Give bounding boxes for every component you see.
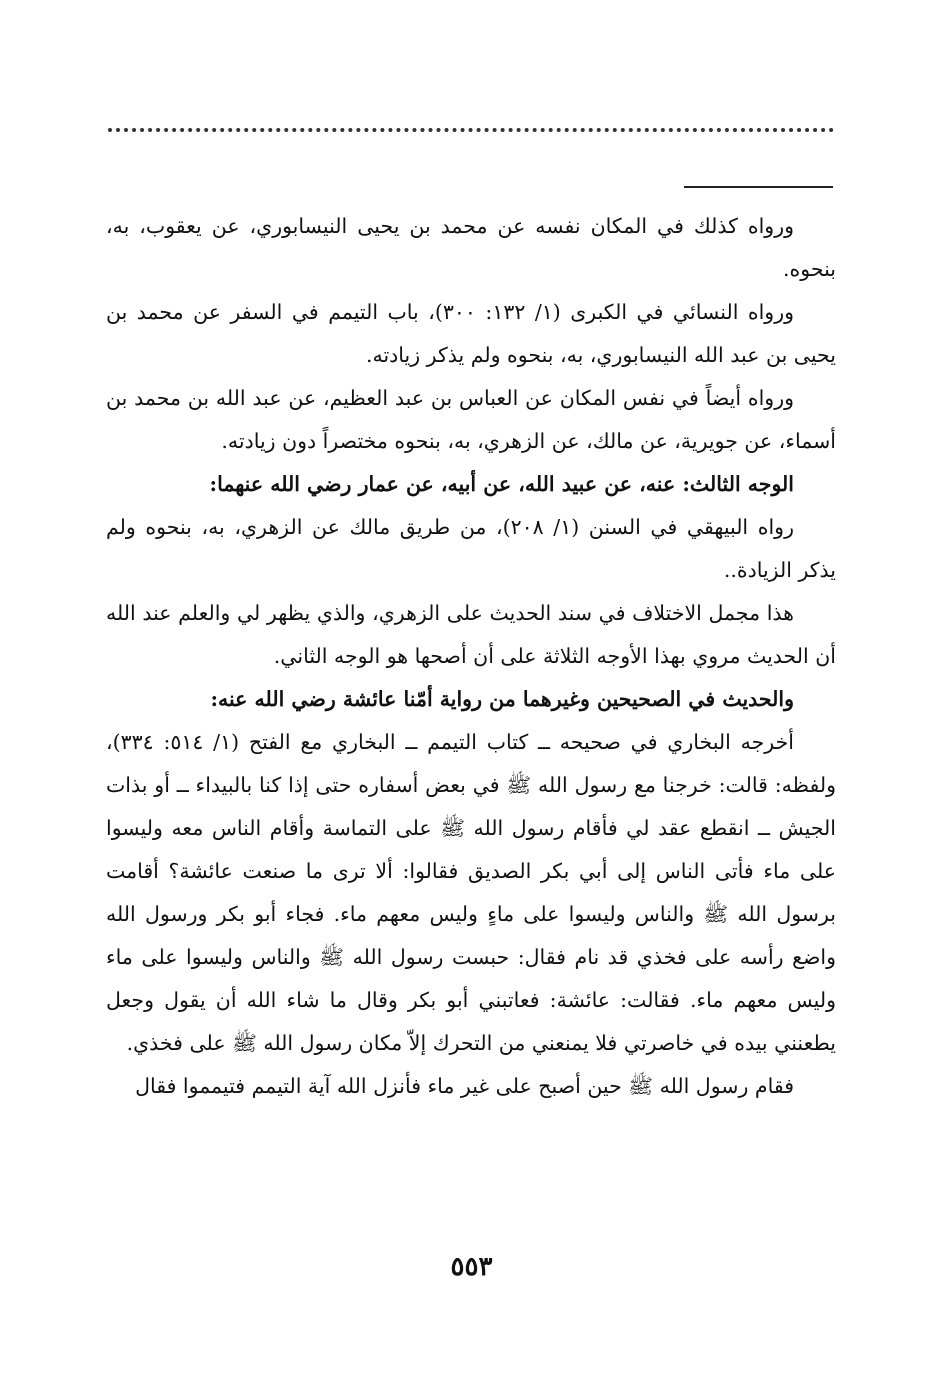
page-number: ٥٥٣ xyxy=(450,1252,493,1282)
paragraph-bukhari: أخرجه البخاري في صحيحه ــ كتاب التيمم ــ البخاري مع الفتح (١/ ٥١٤: ٣٣٤)، ولفظه: قالت: خرجنا مع رسول الله ﷺ في بعض أسفاره حتى إذا كنا بالبيداء ــ أو بذات الجيش ــ انقطع عقد لي فأقام رسول الله ﷺ على التماسة وأقام الناس معه وليسوا على ماء فأتى الناس إلى أبي بكر الصديق فقالوا: ألا ترى ما صنعت عائشة؟ أقامت برسول الله ﷺ والناس وليسوا على ماءٍ وليس معهم ماء. فجاء أبو بكر ورسول الله واضع رأسه على فخذي قد نام فقال: حبست رسول الله ﷺ والناس وليسوا على ماء وليس معهم ماء. فقالت: عائشة: فعاتبني أبو بكر وقال ما شاء الله أن يقول وجعل يطعنني بيده في خاصرتي فلا يمنعني من التحرك إلاّ مكان رسول الله ﷺ على فخذي. xyxy=(106,730,836,1055)
paragraph-3: ورواه أيضاً في نفس المكان عن العباس بن عبد العظيم، عن عبد الله بن محمد بن أسماء، عن جويرية، عن مالك، عن الزهري، به، بنحوه مختصراً دون زيادته. xyxy=(106,386,836,453)
paragraph-2: ورواه النسائي في الكبرى (١/ ١٣٢: ٣٠٠)، باب التيمم في السفر عن محمد بن يحيى بن عبد الله النيسابوري، به، بنحوه ولم يذكر زيادته. xyxy=(106,300,836,367)
paragraph-bayhaqi: رواه البيهقي في السنن (١/ ٢٠٨)، من طريق مالك عن الزهري، به، بنحوه ولم يذكر الزيادة.. xyxy=(106,515,836,582)
dotted-separator xyxy=(108,128,834,132)
heading-sahihayn: والحديث في الصحيحين وغيرهما من رواية أمّنا عائشة رضي الله عنه: xyxy=(210,687,794,711)
paragraph-final: فقام رسول الله ﷺ حين أصبح على غير ماء فأنزل الله آية التيمم فتيمموا فقال xyxy=(135,1074,794,1098)
footnote-body xyxy=(106,205,836,1108)
paragraph-1: ورواه كذلك في المكان نفسه عن محمد بن يحيى النيسابوري، عن يعقوب، به، بنحوه. xyxy=(106,214,836,281)
footnote-rule xyxy=(684,186,833,188)
heading-third-aspect: الوجه الثالث: عنه، عن عبيد الله، عن أبيه، عن عمار رضي الله عنهما: xyxy=(209,472,794,496)
paragraph-summary: هذا مجمل الاختلاف في سند الحديث على الزهري، والذي يظهر لي والعلم عند الله أن الحديث مروي بهذا الأوجه الثلاثة على أن أصحها هو الوجه الثاني. xyxy=(106,601,836,668)
